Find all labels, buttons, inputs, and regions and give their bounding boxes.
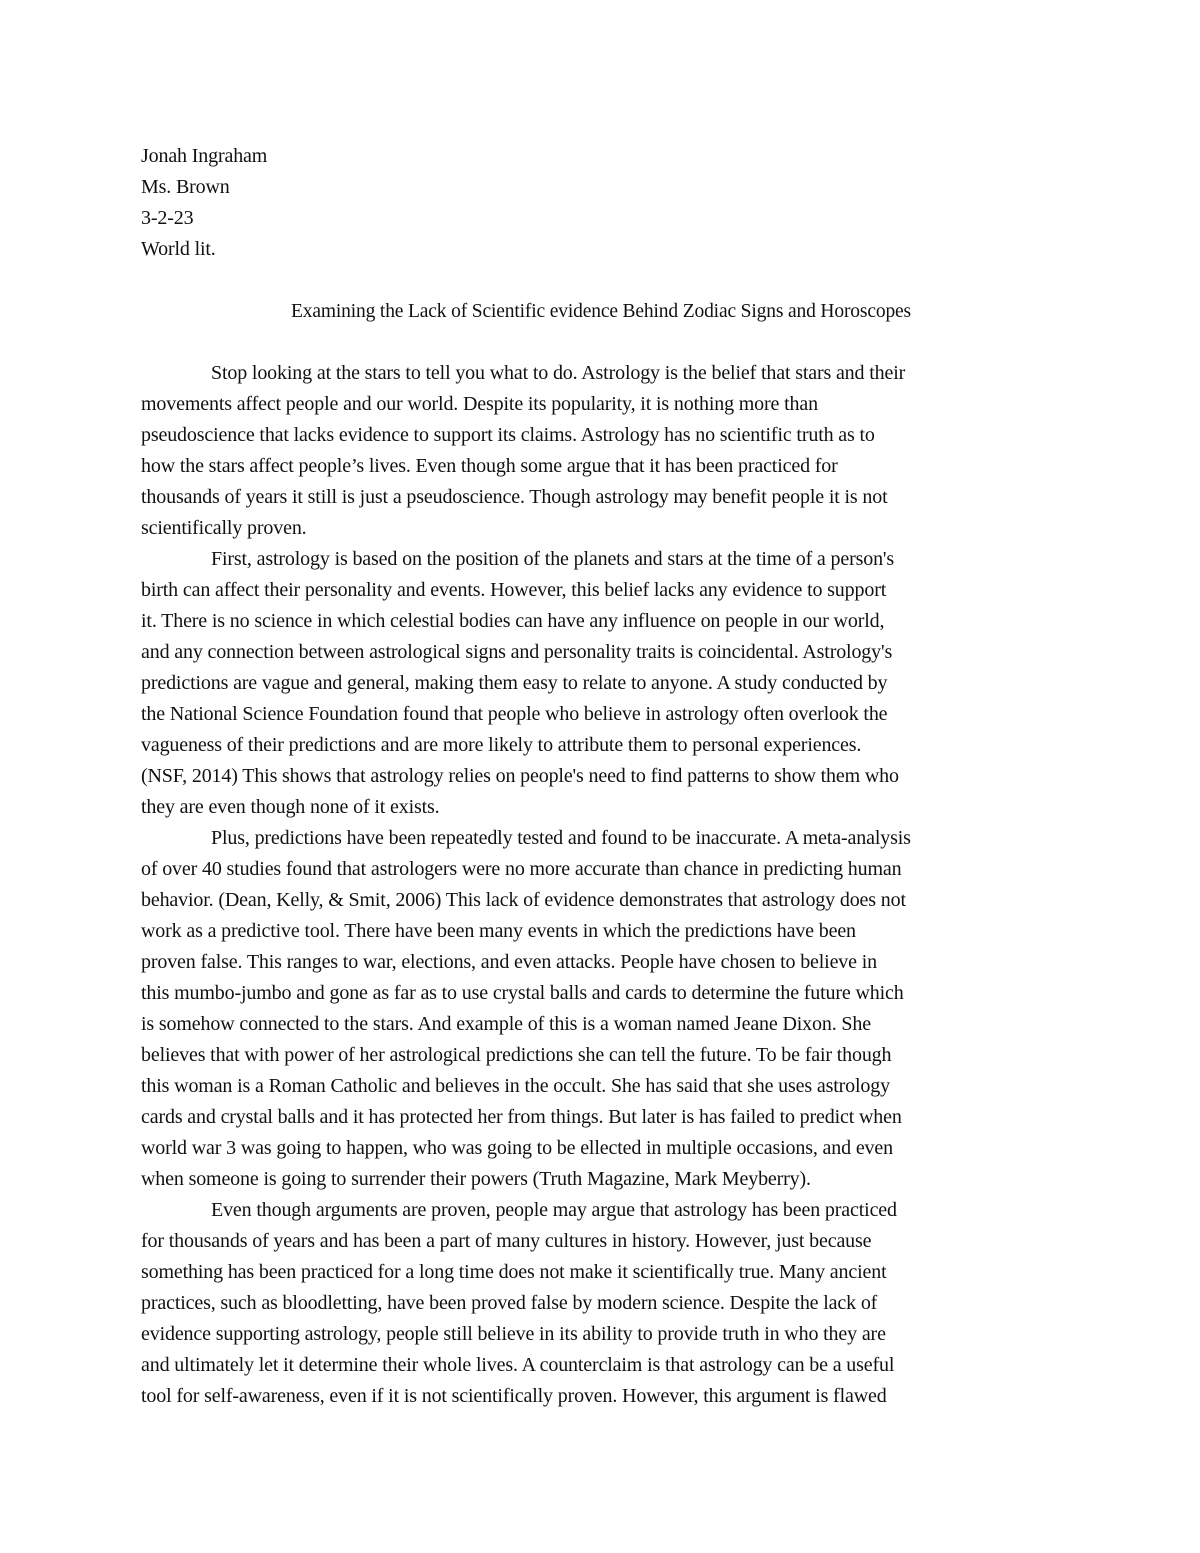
text-line: they are even though none of it exists. <box>141 796 440 818</box>
text-line: this woman is a Roman Catholic and believes in the occult. She has said that she uses astrology <box>141 1075 890 1097</box>
text-line: evidence supporting astrology, people still believe in its ability to provide truth in who they are <box>141 1323 886 1345</box>
text-line: tool for self-awareness, even if it is not scientifically proven. However, this argument is flawed <box>141 1385 887 1407</box>
essay-date: 3-2-23 <box>141 207 194 229</box>
text-line: scientifically proven. <box>141 517 307 539</box>
text-line: practices, such as bloodletting, have been proved false by modern science. Despite the lack of <box>141 1292 878 1314</box>
text-line: vagueness of their predictions and are more likely to attribute them to personal experiences. <box>141 734 862 756</box>
text-line: for thousands of years and has been a part of many cultures in history. However, just because <box>141 1230 872 1252</box>
essay-body <box>141 141 1061 1412</box>
text-line: the National Science Foundation found that people who believe in astrology often overlook the <box>141 703 888 725</box>
author-name: Jonah Ingraham <box>141 145 268 167</box>
text-line: work as a predictive tool. There have been many events in which the predictions have been <box>141 920 856 942</box>
text-line: First, astrology is based on the position of the planets and stars at the time of a person's <box>211 548 895 570</box>
text-line: how the stars affect people’s lives. Even though some argue that it has been practiced for <box>141 455 838 477</box>
text-line: is somehow connected to the stars. And example of this is a woman named Jeane Dixon. She <box>141 1013 871 1035</box>
text-line: predictions are vague and general, making them easy to relate to anyone. A study conducted by <box>141 672 888 694</box>
text-line: of over 40 studies found that astrologers were no more accurate than chance in predicting human <box>141 858 902 880</box>
text-line: Even though arguments are proven, people may argue that astrology has been practiced <box>211 1199 897 1221</box>
text-line: it. There is no science in which celestial bodies can have any influence on people in our world, <box>141 610 885 632</box>
text-line: this mumbo-jumbo and gone as far as to use crystal balls and cards to determine the future which <box>141 982 904 1004</box>
text-line: behavior. (Dean, Kelly, & Smit, 2006) This lack of evidence demonstrates that astrology does not <box>141 889 906 911</box>
text-line: birth can affect their personality and events. However, this belief lacks any evidence to support <box>141 579 887 601</box>
text-line: Stop looking at the stars to tell you what to do. Astrology is the belief that stars and their <box>211 362 906 384</box>
text-line: cards and crystal balls and it has protected her from things. But later is has failed to predict when <box>141 1106 902 1128</box>
text-line: proven false. This ranges to war, elections, and even attacks. People have chosen to believe in <box>141 951 877 973</box>
text-line: when someone is going to surrender their powers (Truth Magazine, Mark Meyberry). <box>141 1168 811 1190</box>
text-line: and any connection between astrological signs and personality traits is coincidental. Astrology's <box>141 641 893 663</box>
essay-text <box>141 358 1061 1412</box>
course-name: World lit. <box>141 238 216 260</box>
text-line: world war 3 was going to happen, who was going to be ellected in multiple occasions, and even <box>141 1137 893 1159</box>
text-line: and ultimately let it determine their whole lives. A counterclaim is that astrology can be a useful <box>141 1354 895 1376</box>
essay-title: Examining the Lack of Scientific evidence Behind Zodiac Signs and Horoscopes <box>290 301 911 322</box>
text-line: thousands of years it still is just a pseudoscience. Though astrology may benefit people it is not <box>141 486 888 508</box>
teacher-name: Ms. Brown <box>141 176 230 198</box>
text-line: pseudoscience that lacks evidence to support its claims. Astrology has no scientific truth as to <box>141 424 875 446</box>
text-line: Plus, predictions have been repeatedly tested and found to be inaccurate. A meta-analysis <box>211 827 911 849</box>
text-line: something has been practiced for a long time does not make it scientifically true. Many ancient <box>141 1261 887 1283</box>
text-line: believes that with power of her astrological predictions she can tell the future. To be fair though <box>141 1044 892 1066</box>
text-line: (NSF, 2014) This shows that astrology relies on people's need to find patterns to show them who <box>141 765 899 787</box>
text-line: movements affect people and our world. Despite its popularity, it is nothing more than <box>141 393 818 415</box>
